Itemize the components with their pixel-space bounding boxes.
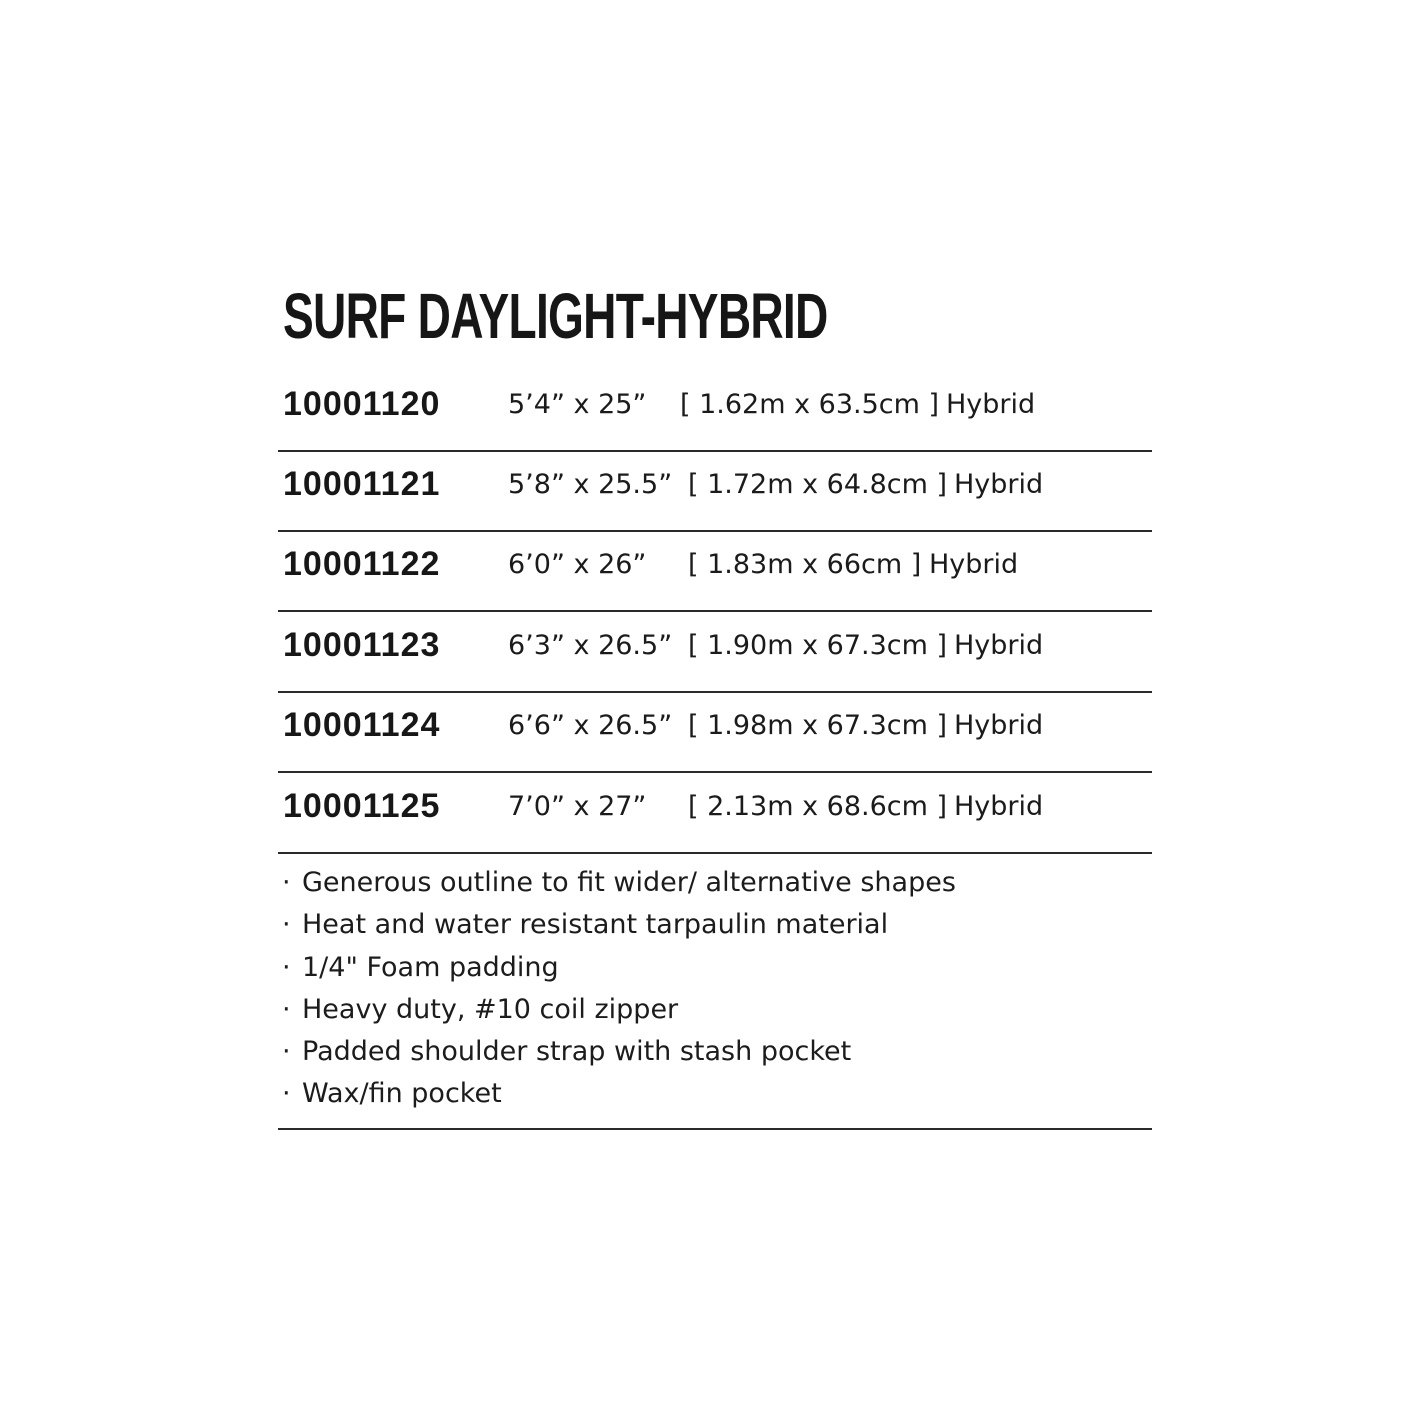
- size-imperial: 5’8” x 25.5”: [508, 469, 673, 500]
- spec-row: [278, 693, 1152, 773]
- size-metric: [ 1.62m x 63.5cm ]: [680, 389, 940, 420]
- size-metric: [ 2.13m x 68.6cm ]: [688, 791, 948, 822]
- list-item: [282, 989, 956, 1031]
- size-imperial: 6’6” x 26.5”: [508, 710, 673, 741]
- spec-row: [278, 372, 1152, 452]
- list-item: [282, 1031, 956, 1073]
- sku-number: 10001122: [283, 545, 441, 583]
- bullet-icon: ·: [282, 1078, 291, 1110]
- feature-text: Padded shoulder strap with stash pocket: [302, 1036, 852, 1068]
- size-metric: [ 1.90m x 67.3cm ]: [688, 630, 948, 661]
- bottom-divider: [278, 1128, 1152, 1130]
- feature-text: Generous outline to fit wider/ alternative shapes: [302, 867, 956, 898]
- sku-number: 10001120: [283, 385, 441, 423]
- bullet-icon: ·: [282, 909, 291, 941]
- shape-type: Hybrid: [954, 791, 1044, 822]
- row-divider: [278, 771, 1152, 773]
- feature-text: Wax/fin pocket: [302, 1078, 502, 1110]
- sku-number: 10001121: [283, 465, 441, 503]
- row-divider: [278, 852, 1152, 854]
- spec-row: [278, 452, 1152, 532]
- size-imperial: 7’0” x 27”: [508, 791, 647, 822]
- feature-text: Heavy duty, #10 coil zipper: [302, 993, 679, 1025]
- size-imperial: 6’0” x 26”: [508, 549, 647, 580]
- bullet-icon: ·: [282, 951, 291, 983]
- row-divider: [278, 610, 1152, 612]
- feature-list: [282, 862, 956, 1116]
- size-imperial: 6’3” x 26.5”: [508, 630, 673, 661]
- bullet-icon: ·: [282, 1036, 291, 1068]
- shape-type: Hybrid: [954, 630, 1044, 661]
- shape-type: Hybrid: [954, 710, 1044, 741]
- shape-type: Hybrid: [954, 469, 1044, 500]
- bullet-icon: ·: [282, 993, 291, 1025]
- feature-text: Heat and water resistant tarpaulin material: [302, 909, 889, 941]
- shape-type: Hybrid: [929, 549, 1019, 580]
- bullet-icon: ·: [282, 867, 291, 898]
- sku-number: 10001123: [283, 626, 441, 664]
- spec-row: [278, 613, 1152, 693]
- list-item: [282, 1073, 956, 1115]
- size-metric: [ 1.83m x 66cm ]: [688, 549, 922, 580]
- product-title: SURF DAYLIGHT-HYBRID: [283, 280, 828, 352]
- spec-row: [278, 532, 1152, 612]
- list-item: [282, 947, 956, 989]
- sku-number: 10001124: [283, 706, 441, 744]
- size-metric: [ 1.72m x 64.8cm ]: [688, 469, 948, 500]
- list-item: [282, 862, 956, 904]
- feature-text: 1/4" Foam padding: [302, 951, 559, 983]
- size-metric: [ 1.98m x 67.3cm ]: [688, 710, 948, 741]
- spec-row: [278, 774, 1152, 854]
- shape-type: Hybrid: [946, 389, 1036, 420]
- size-imperial: 5’4” x 25”: [508, 389, 647, 420]
- list-item: [282, 904, 956, 946]
- sku-number: 10001125: [283, 787, 441, 825]
